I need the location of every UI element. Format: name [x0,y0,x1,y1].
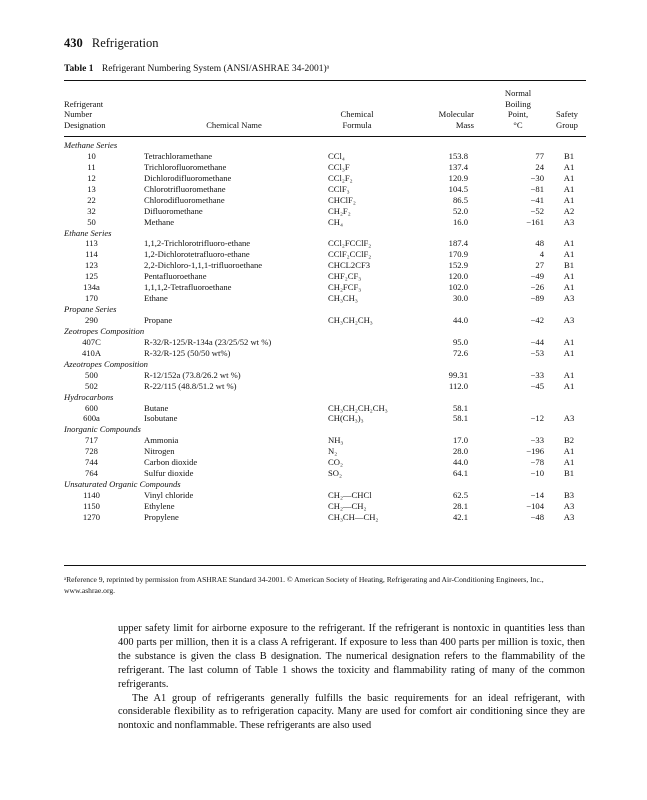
chemical-name-cell: Chlorotrifluoromethane [144,183,226,194]
table-title: Refrigerant Numbering System (ANSI/ASHRAE 34-2001)ᵃ [101,64,330,74]
molecular-mass-cell: 52.0 [452,205,468,216]
formula-cell: SO₂ [328,468,342,479]
safety-group-cell: A1 [563,347,575,358]
table-row [64,413,586,424]
table-row [64,151,586,162]
formula-cell: CCl₂F₂ [328,172,353,183]
molecular-mass-cell: 95.0 [452,336,468,347]
molecular-mass-cell: 170.9 [448,249,468,260]
boiling-point-cell: −44 [530,336,544,347]
formula-cell: CH₂—CH₂ [328,500,367,511]
designation-cell: 114 [85,249,98,260]
boiling-point-cell: −81 [530,183,544,194]
chemical-name-cell: R-12/152a (73.8/26.2 wt %) [144,369,241,380]
chemical-name-cell: R-32/R-125 (50/50 wt%) [144,347,231,358]
table-row [64,315,586,326]
chemical-name-cell: Propane [144,315,173,325]
safety-group-cell: A1 [563,336,575,347]
table-row [64,403,586,414]
molecular-mass-cell: 99.31 [448,369,468,380]
section-heading: Hydrocarbons [64,391,114,402]
header-designation: Refrigerant Number Designation [64,98,106,130]
boiling-point-cell: 24 [535,161,544,172]
chemical-name-cell: Propylene [144,511,179,522]
boiling-point-cell: −41 [530,194,544,205]
chemical-name-cell: Ethylene [144,500,175,511]
table-row [64,446,586,457]
molecular-mass-cell: 104.5 [448,183,468,194]
section-heading: Propane Series [64,304,117,315]
designation-cell: 13 [87,183,96,194]
molecular-mass-cell: 28.0 [452,446,468,457]
safety-group-cell: A1 [563,380,575,391]
safety-group-cell: B1 [563,150,575,161]
table-row [64,468,586,479]
designation-cell: 764 [85,468,98,479]
table-row [64,490,586,501]
formula-cell: CCl₄ [328,150,345,161]
designation-cell: 1150 [83,500,100,511]
designation-cell: 12 [87,172,96,183]
safety-group-cell: A1 [563,271,575,282]
designation-cell: 290 [85,315,98,325]
table-row [64,512,586,523]
table-bottom-rule [64,565,586,566]
designation-cell: 1270 [82,511,101,522]
formula-cell: CH₂—CHCl [328,490,372,500]
running-title: Refrigeration [91,36,159,50]
table-row [64,184,586,195]
body-text [118,622,585,733]
table-row [64,260,586,271]
section-heading: Unsaturated Organic Compounds [64,479,181,490]
table-row [64,162,586,173]
chemical-name-cell: Ethane [144,293,168,304]
body-paragraph: upper safety limit for airborne exposure to the refrigerant. If the refrigerant is nontoxic in quantities less than 400 parts per million, then it is a class A refrigerant. If exposure to less than 400 parts per million is toxic, then the substance is given the class B designation. The numerical designation refers to the flammability of the refrigerant. The last column of Table 1 shows the toxicity and flammability rating of many of the common refrigerants. [118,623,585,690]
boiling-point-cell: 27 [535,260,544,271]
boiling-point-cell: −33 [530,369,544,380]
molecular-mass-cell: 187.4 [448,238,468,249]
molecular-mass-cell: 44.0 [452,315,468,325]
designation-cell: 134a [83,282,100,293]
designation-cell: 600 [85,402,98,413]
molecular-mass-cell: 64.1 [452,468,468,479]
chemical-name-cell: 1,2-Dichlorotetrafluoro-ethane [144,249,250,260]
chemical-name-cell: Dichlorodifluoromethane [144,172,232,183]
table-body [64,140,586,523]
designation-cell: 22 [87,194,96,205]
boiling-point-cell: −14 [530,490,544,500]
chemical-name-cell: 2,2-Dichloro-1,1,1-trifluoroethane [144,260,263,271]
chemical-name-cell: 1,1,1,2-Tetrafluoroethane [144,282,232,293]
formula-cell: CO₂ [328,457,343,468]
molecular-mass-cell: 17.0 [452,435,468,446]
boiling-point-cell: −10 [530,468,544,479]
section-heading: Methane Series [64,140,118,150]
table-row [64,381,586,392]
header-molecular-mass: Molecular Mass [438,109,474,130]
molecular-mass-cell: 28.1 [452,500,468,511]
formula-cell: CH₄ [328,216,343,227]
formula-cell: CHClF₂ [328,194,356,205]
designation-cell: 125 [85,271,98,282]
formula-cell: N₂ [328,446,338,457]
table-row [64,348,586,359]
table-row [64,217,586,228]
table-row [64,173,586,184]
chemical-name-cell: Ammonia [144,435,179,446]
formula-cell: CClF₃ [328,183,350,194]
table-row [64,195,586,206]
section-heading: Zeotropes Composition [64,325,145,336]
designation-cell: 11 [87,161,96,172]
molecular-mass-cell: 44.0 [452,457,468,468]
formula-cell: CH₂F₂ [328,205,351,216]
formula-cell: CH₃CH₂CH₂CH₃ [328,402,388,413]
safety-group-cell: A3 [563,511,575,522]
molecular-mass-cell: 72.6 [452,347,468,358]
boiling-point-cell: −49 [530,271,544,282]
chemical-name-cell: Nitrogen [144,446,175,457]
header-chemical-formula: Chemical Formula [340,109,374,130]
boiling-point-cell: −26 [530,282,544,293]
boiling-point-cell: −30 [530,172,544,183]
molecular-mass-cell: 86.5 [452,194,468,205]
boiling-point-cell: −104 [526,500,544,511]
table-label: Table 1 [64,64,94,74]
header-chemical-name: Chemical Name [206,119,262,130]
table-header [64,82,586,134]
formula-cell: CHCL2CF3 [328,260,371,271]
safety-group-cell: A3 [563,500,575,511]
molecular-mass-cell: 102.0 [448,282,468,293]
table-caption [64,64,329,74]
safety-group-cell: A3 [563,293,575,304]
designation-cell: 744 [85,457,98,468]
formula-cell: CH₃CH—CH₂ [328,511,379,522]
chemical-name-cell: Tetrachloramethane [144,150,213,161]
designation-cell: 728 [85,446,98,457]
molecular-mass-cell: 120.0 [448,271,468,282]
section-heading: Ethane Series [64,227,112,238]
header-boiling-point: Normal Boiling Point, °C [504,88,532,130]
chemical-name-cell: Carbon dioxide [144,457,198,468]
safety-group-cell: A1 [563,282,575,293]
boiling-point-cell: 4 [539,249,544,260]
chemical-name-cell: R-32/R-125/R-134a (23/25/52 wt %) [144,336,272,347]
page-header [64,36,159,51]
page-number: 430 [64,36,83,50]
boiling-point-cell: 77 [535,150,544,161]
chemical-name-cell: Chlorodifluoromethane [144,194,225,205]
body-paragraph: The A1 group of refrigerants generally fulfills the basic requirements for an ideal refrigerant, with considerable flexibility as to refrigeration capacity. Many are used for comfort air conditioning since they are nontoxic and nonflammable. These refrigerants are also used [118,692,585,732]
boiling-point-cell: −48 [530,511,544,522]
formula-cell: CH(CH₃)₃ [328,413,364,424]
formula-cell: NH₃ [328,435,344,446]
boiling-point-cell: −12 [530,413,544,424]
table-row [64,501,586,512]
table-row [64,206,586,217]
table-row [64,293,586,304]
safety-group-cell: A1 [563,172,575,183]
designation-cell: 50 [87,216,96,227]
boiling-point-cell: −33 [530,435,544,446]
formula-cell: CH₃CH₂CH₃ [328,315,373,325]
formula-cell: CClF₂CClF₂ [328,249,372,260]
boiling-point-cell: −78 [530,457,544,468]
section-heading: Inorganic Compounds [64,424,141,435]
safety-group-cell: A3 [563,216,575,227]
chemical-name-cell: Methane [144,216,175,227]
boiling-point-cell: −45 [530,380,544,391]
molecular-mass-cell: 137.4 [448,161,468,172]
designation-cell: 717 [85,435,98,446]
safety-group-cell: A3 [563,413,575,424]
molecular-mass-cell: 42.1 [452,511,468,522]
molecular-mass-cell: 16.0 [452,216,468,227]
formula-cell: CCl₂FCClF₂ [328,238,372,249]
designation-cell: 600a [83,413,100,424]
designation-cell: 113 [85,238,98,249]
table-row [64,238,586,249]
safety-group-cell: A1 [563,183,575,194]
chemical-name-cell: R-22/115 (48.8/51.2 wt %) [144,380,237,391]
table-row [64,249,586,260]
designation-cell: 170 [85,293,98,304]
chemical-name-cell: Sulfur dioxide [144,468,194,479]
table-row [64,457,586,468]
table-row [64,282,586,293]
safety-group-cell: A1 [563,369,575,380]
table-row [64,337,586,348]
designation-cell: 1140 [83,490,100,500]
boiling-point-cell: −161 [526,216,544,227]
table-row [64,271,586,282]
designation-cell: 32 [87,205,96,216]
designation-cell: 500 [85,369,98,380]
molecular-mass-cell: 58.1 [452,402,468,413]
molecular-mass-cell: 62.5 [452,490,468,500]
designation-cell: 407C [82,336,101,347]
chemical-name-cell: Butane [144,402,169,413]
boiling-point-cell: −42 [530,315,544,325]
chemical-name-cell: Vinyl chloride [144,490,194,500]
safety-group-cell: A1 [563,238,575,249]
safety-group-cell: A3 [563,315,575,325]
safety-group-cell: B1 [563,260,575,271]
formula-cell: CH₂FCF₃ [328,282,362,293]
molecular-mass-cell: 30.0 [452,293,468,304]
table-header-rule [64,136,586,137]
header-safety-group: Safety Group [556,109,578,130]
chemical-name-cell: Pentafluoroethane [144,271,207,282]
formula-cell: CHF₂CF₃ [328,271,362,282]
safety-group-cell: A1 [563,457,575,468]
safety-group-cell: A1 [563,446,575,457]
formula-cell: CH₃CH₃ [328,293,358,304]
boiling-point-cell: −52 [530,205,544,216]
designation-cell: 123 [85,260,98,271]
molecular-mass-cell: 153.8 [448,150,468,161]
chemical-name-cell: 1,1,2-Trichlorotrifluoro-ethane [144,238,251,249]
designation-cell: 10 [87,150,96,161]
chemical-name-cell: Trichlorofluoromethane [144,161,227,172]
safety-group-cell: A1 [563,161,575,172]
safety-group-cell: A1 [563,249,575,260]
molecular-mass-cell: 152.9 [448,260,468,271]
chemical-name-cell: Difluoromethane [144,205,203,216]
safety-group-cell: A2 [563,205,575,216]
molecular-mass-cell: 58.1 [452,413,468,424]
boiling-point-cell: −53 [530,347,544,358]
boiling-point-cell: −196 [526,446,544,457]
section-heading: Azeotropes Composition [64,358,148,369]
table-row [64,435,586,446]
formula-cell: CCl₃F [328,161,350,172]
designation-cell: 410A [81,347,102,358]
boiling-point-cell: 48 [535,238,544,249]
safety-group-cell: B3 [563,490,575,500]
table-top-rule [64,80,586,81]
boiling-point-cell: −89 [530,293,544,304]
table-row [64,370,586,381]
safety-group-cell: B1 [563,468,575,479]
chemical-name-cell: Isobutane [144,413,178,424]
designation-cell: 502 [85,380,98,391]
molecular-mass-cell: 112.0 [448,380,468,391]
molecular-mass-cell: 120.9 [448,172,468,183]
safety-group-cell: B2 [563,435,575,446]
table-footnote: ᵃReference 9, reprinted by permission from ASHRAE Standard 34-2001. © American Society of Heating, Refrigerating and Air-Conditioning Engineers, Inc., www.ashrae.org. [64,575,544,595]
safety-group-cell: A1 [563,194,575,205]
